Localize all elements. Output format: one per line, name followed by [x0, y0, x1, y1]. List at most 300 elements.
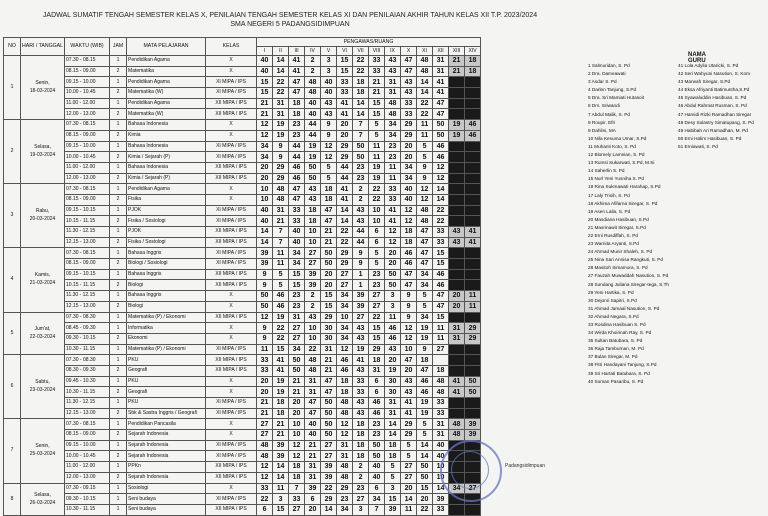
table-row — [4, 312, 481, 323]
proctor-cell: 20 — [401, 365, 417, 376]
period-cell: 1 — [110, 440, 127, 451]
proctor-cell: 43 — [353, 408, 369, 419]
proctor-cell: 46 — [289, 173, 305, 184]
period-cell: 1 — [110, 344, 127, 355]
proctor-cell: 31 — [449, 323, 465, 334]
proctor-cell: 47 — [321, 376, 337, 387]
period-cell: 2 — [110, 88, 127, 99]
proctor-cell: 29 — [337, 483, 353, 494]
proctor-cell — [465, 98, 481, 109]
teacher-column-2 — [678, 62, 754, 151]
proctor-cell — [449, 280, 465, 291]
class-cell: XII MIPA / IPS — [206, 312, 257, 323]
proctor-cell: 23 — [369, 280, 385, 291]
proctor-cell: 3 — [353, 504, 369, 515]
teacher-item: 24 Ahmad Munir Shaleh, S. Pd — [588, 249, 653, 255]
proctor-cell: 14 — [385, 419, 401, 430]
table-row — [4, 387, 481, 398]
ruang-header: X — [401, 47, 417, 56]
proctor-cell: 15 — [369, 323, 385, 334]
proctor-cell: 46 — [401, 259, 417, 270]
proctor-cell: 47 — [401, 56, 417, 67]
proctor-cell: 46 — [369, 398, 385, 409]
ruang-header: XII — [433, 47, 449, 56]
proctor-cell: 10 — [369, 216, 385, 227]
table-row — [4, 323, 481, 334]
proctor-cell: 47 — [289, 77, 305, 88]
proctor-cell: 15 — [385, 494, 401, 505]
proctor-cell: 20 — [321, 269, 337, 280]
class-cell: XI MIPA / IPS — [206, 259, 257, 270]
class-cell: XII MIPA / IPS — [206, 462, 257, 473]
time-cell: 08.15 - 09.00 — [65, 130, 110, 141]
period-cell: 2 — [110, 259, 127, 270]
table-row — [4, 259, 481, 270]
proctor-cell: 15 — [289, 280, 305, 291]
teacher-item: 48 Desy Sulastry Simatupang, S. Pd — [678, 119, 754, 125]
time-cell: 10.30 - 11.15 — [65, 504, 110, 515]
proctor-cell: 30 — [321, 333, 337, 344]
proctor-cell: 34 — [417, 269, 433, 280]
teacher-item: 9 Roupir. Efri — [588, 119, 616, 125]
day-date — [21, 419, 65, 483]
class-cell: XI MIPA / IPS — [206, 77, 257, 88]
proctor-cell: 31 — [289, 312, 305, 323]
proctor-cell: 23 — [369, 419, 385, 430]
table-row — [4, 216, 481, 227]
proctor-cell — [449, 141, 465, 152]
time-cell: 10.00 - 10.45 — [65, 451, 110, 462]
proctor-cell: 5 — [321, 173, 337, 184]
teacher-item: 27 Fauzah Muwaddah Nasution, S. Pd — [588, 273, 669, 279]
proctor-cell — [465, 216, 481, 227]
proctor-cell: 19 — [417, 333, 433, 344]
proctor-cell: 46 — [337, 355, 353, 366]
proctor-cell: 20 — [449, 301, 465, 312]
teacher-item: 45 Syawaluddin Hasibuan, S. Pd — [678, 95, 747, 101]
class-cell: XII MIPA / IPS — [206, 280, 257, 291]
proctor-cell — [449, 269, 465, 280]
subject-cell: Informatika — [127, 323, 206, 334]
teacher-column-1 — [588, 62, 669, 386]
time-cell: 09.15 - 10.15 — [65, 205, 110, 216]
proctor-cell: 41 — [353, 355, 369, 366]
table-row — [4, 483, 481, 494]
proctor-cell: 33 — [433, 408, 449, 419]
proctor-cell: 50 — [353, 141, 369, 152]
proctor-cell: 29 — [337, 141, 353, 152]
schedule-body — [4, 56, 481, 516]
proctor-cell: 18 — [433, 365, 449, 376]
period-cell: 2 — [110, 237, 127, 248]
proctor-cell: 9 — [257, 323, 273, 334]
proctor-cell: 14 — [417, 451, 433, 462]
proctor-cell: 23 — [289, 301, 305, 312]
table-row — [4, 56, 481, 67]
proctor-cell: 43 — [353, 365, 369, 376]
proctor-cell: 18 — [353, 88, 369, 99]
proctor-cell: 9 — [321, 130, 337, 141]
day-number: 2 — [4, 120, 21, 184]
proctor-cell: 33 — [337, 88, 353, 99]
proctor-cell: 18 — [353, 430, 369, 441]
class-cell: X — [206, 130, 257, 141]
proctor-cell: 14 — [257, 237, 273, 248]
proctor-cell: 43 — [305, 312, 321, 323]
proctor-cell: 21 — [273, 419, 289, 430]
proctor-cell: 48 — [257, 451, 273, 462]
proctor-cell: 41 — [401, 408, 417, 419]
teacher-item: 5 Dra. Sri Mamiati Hutasoit — [588, 95, 645, 101]
proctor-cell: 22 — [353, 56, 369, 67]
proctor-cell: 18 — [401, 227, 417, 238]
proctor-cell: 40 — [305, 419, 321, 430]
proctor-cell: 23 — [369, 269, 385, 280]
proctor-cell — [465, 205, 481, 216]
proctor-cell: 14 — [273, 66, 289, 77]
proctor-cell: 50 — [305, 162, 321, 173]
class-cell: X — [206, 194, 257, 205]
proctor-cell: 12 — [257, 472, 273, 483]
proctor-cell: 40 — [289, 227, 305, 238]
proctor-cell: 18 — [321, 184, 337, 195]
proctor-cell: 30 — [321, 323, 337, 334]
proctor-cell: 40 — [369, 472, 385, 483]
title-line-2: SMA NEGERI 5 PADANGSIDIMPUAN — [230, 21, 350, 28]
proctor-cell: 31 — [337, 451, 353, 462]
proctor-cell: 48 — [433, 376, 449, 387]
proctor-cell: 22 — [369, 194, 385, 205]
teacher-item: 14 Saherlin S. Pd — [588, 168, 625, 174]
proctor-cell — [449, 194, 465, 205]
proctor-cell: 50 — [369, 440, 385, 451]
proctor-cell: 10 — [433, 462, 449, 473]
class-cell: XI MIPA / IPS — [206, 216, 257, 227]
proctor-cell: 3 — [385, 301, 401, 312]
proctor-cell: 43 — [401, 77, 417, 88]
proctor-cell: 18 — [385, 451, 401, 462]
proctor-cell — [449, 504, 465, 515]
ruang-header: III — [289, 47, 305, 56]
proctor-cell: 23 — [353, 483, 369, 494]
proctor-cell: 34 — [289, 248, 305, 259]
proctor-cell: 48 — [385, 98, 401, 109]
table-row — [4, 173, 481, 184]
proctor-cell: 14 — [273, 472, 289, 483]
period-cell: 1 — [110, 227, 127, 238]
time-cell: 11.00 - 12.00 — [65, 462, 110, 473]
proctor-cell: 33 — [289, 494, 305, 505]
proctor-cell: 10 — [401, 344, 417, 355]
proctor-cell: 47 — [417, 259, 433, 270]
proctor-cell: 15 — [321, 301, 337, 312]
proctor-cell: 11 — [433, 323, 449, 334]
proctor-cell: 47 — [401, 355, 417, 366]
proctor-cell: 9 — [273, 152, 289, 163]
proctor-cell: 19 — [369, 173, 385, 184]
table-row — [4, 227, 481, 238]
class-cell: XII MIPA / IPS — [206, 355, 257, 366]
school-stamp — [440, 440, 502, 502]
proctor-cell: 7 — [273, 237, 289, 248]
table-row — [4, 237, 481, 248]
subject-cell: Fisika / Sosiologi — [127, 216, 206, 227]
table-row — [4, 109, 481, 120]
period-cell: 1 — [110, 248, 127, 259]
proctor-cell: 31 — [305, 462, 321, 473]
proctor-cell: 34 — [337, 504, 353, 515]
proctor-cell: 29 — [465, 323, 481, 334]
teacher-item: 36 Raja Tamburnan, M. Pd — [588, 346, 644, 352]
subject-cell: Ekonomi — [127, 333, 206, 344]
subject-cell: PKU — [127, 398, 206, 409]
proctor-cell: 30 — [385, 387, 401, 398]
proctor-cell: 27 — [289, 323, 305, 334]
col-pengawas: PENGAWAS/RUANG — [257, 38, 481, 47]
proctor-cell: 19 — [273, 376, 289, 387]
proctor-cell: 22 — [273, 333, 289, 344]
period-cell: 2 — [110, 173, 127, 184]
date-value: 25-03-2024 — [29, 451, 56, 458]
proctor-cell: 46 — [289, 162, 305, 173]
proctor-cell — [465, 77, 481, 88]
day-date — [21, 312, 65, 355]
proctor-cell: 23 — [289, 291, 305, 302]
class-cell: XII MIPA / IPS — [206, 109, 257, 120]
time-cell: 07.30 - 08.30 — [65, 355, 110, 366]
proctor-cell: 48 — [417, 66, 433, 77]
proctor-cell: 12 — [401, 216, 417, 227]
subject-cell: PJOK — [127, 205, 206, 216]
period-cell: 1 — [110, 98, 127, 109]
proctor-cell: 19 — [273, 387, 289, 398]
table-row — [4, 248, 481, 259]
proctor-cell: 44 — [353, 227, 369, 238]
teacher-item: 38 Fitri Handayani Tanjung, S.Pd — [588, 362, 657, 368]
time-cell: 07.30 - 08.15 — [65, 120, 110, 131]
proctor-cell: 22 — [417, 109, 433, 120]
day-date — [21, 483, 65, 515]
subject-cell: Bahasa Inggris — [127, 248, 206, 259]
proctor-cell: 19 — [449, 130, 465, 141]
subject-cell: Biologi — [127, 301, 206, 312]
time-cell: 10.00 - 10.45 — [65, 152, 110, 163]
proctor-cell: 20 — [305, 504, 321, 515]
proctor-cell: 21 — [257, 408, 273, 419]
proctor-cell: 47 — [321, 216, 337, 227]
proctor-cell: 34 — [417, 280, 433, 291]
proctor-cell: 27 — [257, 430, 273, 441]
proctor-cell: 34 — [385, 120, 401, 131]
day-number: 3 — [4, 184, 21, 248]
proctor-cell: 50 — [305, 173, 321, 184]
proctor-cell: 14 — [417, 88, 433, 99]
proctor-cell: 15 — [369, 98, 385, 109]
proctor-cell: 21 — [449, 56, 465, 67]
proctor-cell: 48 — [305, 355, 321, 366]
proctor-cell: 9 — [401, 291, 417, 302]
proctor-cell: 46 — [433, 141, 449, 152]
proctor-cell: 11 — [385, 312, 401, 323]
proctor-cell: 39 — [257, 248, 273, 259]
proctor-cell — [449, 162, 465, 173]
title-line-1: JADWAL SUMATIF TENGAH SEMESTER KELAS X, PENILAIAN TENGAH SEMESTER KELAS XI DAN PENILAIAN AKHIR TAHUN KELAS XII T.P. 2023/2024 — [42, 12, 538, 19]
proctor-cell: 33 — [385, 184, 401, 195]
proctor-cell: 14 — [321, 504, 337, 515]
proctor-cell: 48 — [449, 430, 465, 441]
proctor-cell: 33 — [353, 376, 369, 387]
proctor-cell: 9 — [401, 312, 417, 323]
date-value: 20-03-2024 — [29, 216, 56, 223]
proctor-cell: 20 — [321, 280, 337, 291]
proctor-cell: 44 — [337, 162, 353, 173]
table-row — [4, 451, 481, 462]
proctor-cell: 12 — [257, 462, 273, 473]
class-cell: XI MIPA / IPS — [206, 88, 257, 99]
proctor-cell: 27 — [369, 301, 385, 312]
proctor-cell: 47 — [417, 365, 433, 376]
subject-cell: Pendidikan Pancasila — [127, 419, 206, 430]
proctor-cell: 21 — [449, 66, 465, 77]
proctor-cell: 18 — [337, 376, 353, 387]
proctor-cell: 19 — [385, 365, 401, 376]
period-cell: 2 — [110, 472, 127, 483]
proctor-cell: 43 — [305, 184, 321, 195]
proctor-cell: 27 — [337, 280, 353, 291]
proctor-cell: 47 — [289, 184, 305, 195]
proctor-cell: 18 — [305, 205, 321, 216]
proctor-cell: 33 — [353, 387, 369, 398]
proctor-cell: 6 — [369, 227, 385, 238]
proctor-cell: 46 — [433, 269, 449, 280]
proctor-cell: 46 — [385, 333, 401, 344]
period-cell: 1 — [110, 77, 127, 88]
class-cell: XII MIPA / IPS — [206, 504, 257, 515]
class-cell: XI MIPA / IPS — [206, 494, 257, 505]
proctor-cell: 5 — [417, 152, 433, 163]
proctor-cell: 18 — [289, 462, 305, 473]
proctor-cell: 31 — [305, 376, 321, 387]
teacher-item: 43 Marwah Siregar, S.Pd — [678, 79, 731, 85]
proctor-cell: 29 — [337, 152, 353, 163]
proctor-cell: 21 — [369, 77, 385, 88]
day-name: Senin, — [35, 443, 50, 450]
proctor-cell: 11 — [385, 173, 401, 184]
proctor-cell: 3 — [385, 291, 401, 302]
subject-cell: Kimia / Sejarah (P) — [127, 152, 206, 163]
proctor-cell — [449, 205, 465, 216]
period-cell: 1 — [110, 494, 127, 505]
proctor-cell: 47 — [401, 269, 417, 280]
class-cell: XI MIPA / IPS — [206, 398, 257, 409]
period-cell: 1 — [110, 312, 127, 323]
time-cell: 07.30 - 08.15 — [65, 56, 110, 67]
period-cell: 2 — [110, 451, 127, 462]
proctor-cell: 48 — [433, 387, 449, 398]
proctor-cell: 10 — [289, 430, 305, 441]
proctor-cell — [465, 184, 481, 195]
proctor-cell: 10 — [257, 184, 273, 195]
proctor-cell: 40 — [305, 430, 321, 441]
proctor-cell: 40 — [401, 184, 417, 195]
table-row — [4, 472, 481, 483]
proctor-cell: 50 — [321, 419, 337, 430]
proctor-cell: 19 — [417, 408, 433, 419]
day-name: Jum'at, — [34, 325, 51, 332]
proctor-cell: 27 — [401, 462, 417, 473]
period-cell: 2 — [110, 365, 127, 376]
proctor-cell — [449, 152, 465, 163]
proctor-cell: 5 — [369, 120, 385, 131]
class-cell: X — [206, 66, 257, 77]
proctor-cell: 40 — [321, 77, 337, 88]
table-row — [4, 205, 481, 216]
subject-cell: PKU — [127, 376, 206, 387]
proctor-cell: 18 — [321, 194, 337, 205]
class-cell: X — [206, 291, 257, 302]
proctor-cell: 14 — [433, 194, 449, 205]
proctor-cell: 12 — [417, 194, 433, 205]
ruang-header: XI — [417, 47, 433, 56]
proctor-cell: 44 — [305, 130, 321, 141]
proctor-cell: 48 — [417, 216, 433, 227]
proctor-cell: 15 — [257, 77, 273, 88]
proctor-cell: 27 — [305, 259, 321, 270]
proctor-cell: 22 — [417, 504, 433, 515]
proctor-cell: 46 — [337, 365, 353, 376]
proctor-cell: 22 — [273, 323, 289, 334]
proctor-cell: 12 — [289, 451, 305, 462]
proctor-cell: 50 — [321, 430, 337, 441]
proctor-cell: 2 — [353, 472, 369, 483]
proctor-cell: 18 — [273, 408, 289, 419]
proctor-cell: 34 — [257, 141, 273, 152]
proctor-cell: 41 — [449, 376, 465, 387]
proctor-cell: 33 — [433, 504, 449, 515]
proctor-cell: 3 — [321, 56, 337, 67]
proctor-cell: 39 — [321, 462, 337, 473]
proctor-cell: 27 — [321, 451, 337, 462]
col-jam: JAM — [110, 38, 127, 56]
class-cell: XII MIPA / IPS — [206, 269, 257, 280]
proctor-cell — [433, 355, 449, 366]
proctor-cell: 20 — [385, 248, 401, 259]
proctor-cell: 48 — [449, 419, 465, 430]
proctor-cell: 20 — [257, 387, 273, 398]
proctor-cell — [449, 248, 465, 259]
table-row — [4, 333, 481, 344]
proctor-cell: 21 — [273, 216, 289, 227]
period-cell: 2 — [110, 430, 127, 441]
proctor-cell — [465, 141, 481, 152]
period-cell: 1 — [110, 269, 127, 280]
proctor-cell: 6 — [369, 376, 385, 387]
proctor-cell: 43 — [353, 216, 369, 227]
proctor-cell: 21 — [257, 398, 273, 409]
period-cell: 1 — [110, 120, 127, 131]
proctor-cell: 50 — [385, 269, 401, 280]
time-cell: 09.15 - 10.00 — [65, 440, 110, 451]
proctor-cell: 27 — [353, 312, 369, 323]
subject-cell: Kimia / Sejarah (P) — [127, 173, 206, 184]
proctor-cell: 23 — [385, 152, 401, 163]
proctor-cell: 3 — [385, 483, 401, 494]
subject-cell: PKU — [127, 355, 206, 366]
proctor-cell: 12 — [257, 312, 273, 323]
proctor-cell: 5 — [273, 269, 289, 280]
proctor-cell: 19 — [449, 120, 465, 131]
proctor-cell: 12 — [401, 333, 417, 344]
